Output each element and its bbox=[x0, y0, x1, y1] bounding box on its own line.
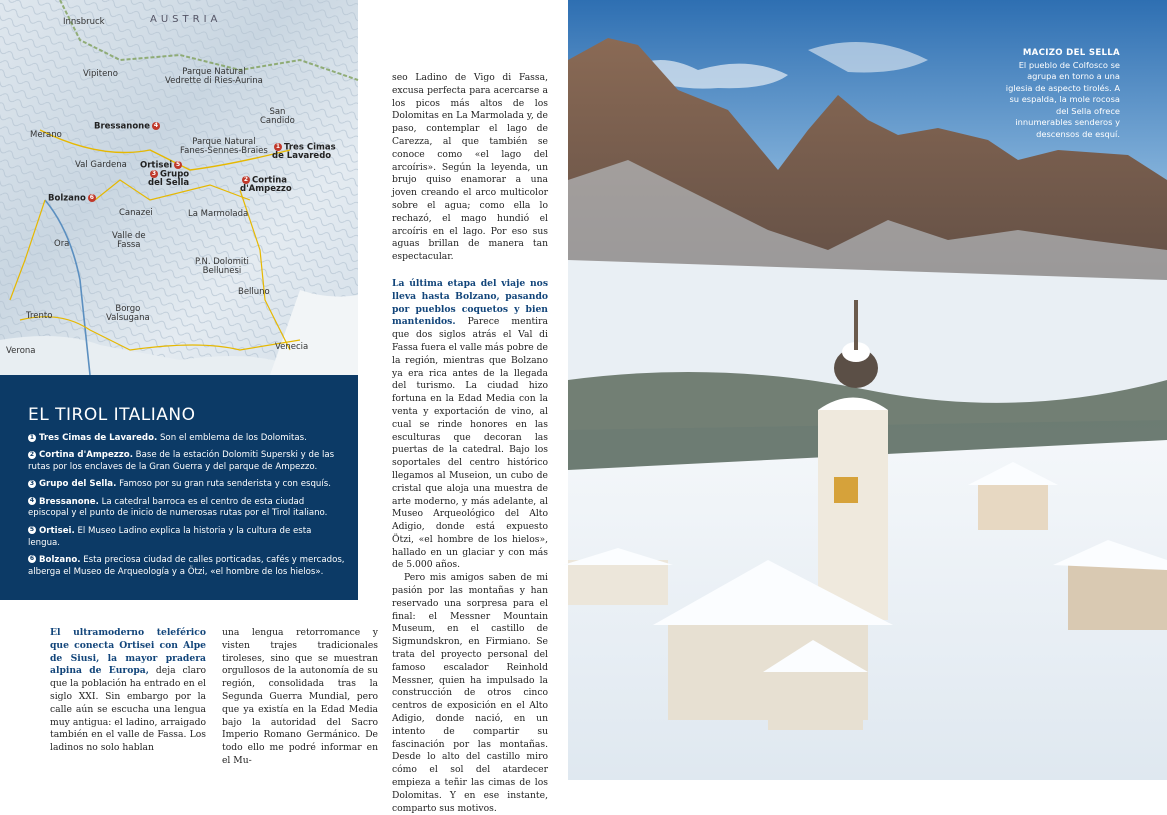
map-label-borgo: Borgo Valsugana bbox=[106, 304, 150, 323]
map-label-cortina: 2 Cortina d'Ampezzo bbox=[240, 175, 292, 195]
article-text: una lengua retorromance y visten trajes tradicionales tiroleses, sino que se muestran orgullosos de la autonomía de su región, consolidada tras la Segunda Guerra Mundial, pero que ya existía en la Edad Media bajo la autoridad del Sacro Imperio Romano Germánico. De todo ello me podré informar en el Mu- bbox=[222, 627, 378, 766]
map-label-ortisei: Ortisei 5 bbox=[140, 160, 181, 171]
sidebar-item-name: Cortina d'Ampezzo. bbox=[39, 450, 133, 461]
map-marker-bolzano: 6 bbox=[89, 194, 94, 201]
sidebar-item-number: 3 bbox=[29, 479, 35, 487]
sidebar-box bbox=[0, 375, 358, 600]
sidebar-item-name: Tres Cimas de Lavaredo. bbox=[39, 433, 158, 443]
article-text: Parece mentira que dos siglos atrás el Val di Fassa fuera el valle más pobre de la región, mientras que Bolzano ya era rica antes de la llegada del turismo. La ciudad hizo fortuna en la Edad Media con la venta y exportación de vino, al cual se rinde honores en las esculturas que decoran las puertas de la catedral. Bajo los soportales del centro histórico llegamos al Museion, un cubo de cristal que aloja una muestra de arte moderno, y más adelante, al Museo Arqueológico del Alto Adigio, donde está expuesto Ötzi, «el hombre de los hielos», hallado en un glaciar y con más de 5.000 años. bbox=[392, 316, 548, 571]
sidebar-list bbox=[28, 433, 346, 584]
map-label-belluno: Belluno bbox=[238, 287, 270, 297]
map-label-verona: Verona bbox=[6, 346, 36, 356]
map-label-vipiteno: Vipiteno bbox=[83, 69, 118, 79]
sidebar-item-number: 1 bbox=[29, 433, 35, 441]
photo-caption bbox=[1000, 48, 1120, 140]
sidebar-item bbox=[28, 555, 346, 579]
article-column-2 bbox=[222, 627, 378, 768]
sidebar-item-name: Grupo del Sella. bbox=[39, 479, 117, 490]
sidebar-item bbox=[28, 450, 346, 474]
map-label-country: AUSTRIA bbox=[150, 14, 222, 25]
map-label-bressanone: Bressanone 4 bbox=[94, 121, 159, 132]
map-label-ora: Ora bbox=[54, 239, 70, 249]
sidebar-item-name: Bressanone. bbox=[39, 496, 99, 507]
sidebar-item-text: Famoso por su gran ruta senderista y con esquís. bbox=[116, 479, 331, 490]
map-label-trento: Trento bbox=[26, 311, 53, 321]
map-label-tres-cimas: 1 Tres Cimas de Lavaredo bbox=[272, 142, 336, 162]
map-marker-bressanone: 4 bbox=[153, 122, 159, 129]
sidebar-item bbox=[28, 526, 346, 550]
map-label-grupo-sella: 3 Grupo del Sella bbox=[148, 169, 190, 189]
map-label-venecia: Venecia bbox=[275, 342, 309, 352]
sidebar-item-name: Bolzano. bbox=[39, 554, 81, 565]
article-text: deja claro que la población ha entrado en el siglo XXI. Sin embargo por la calle aún se escucha una lengua muy antigua: el ladino, arraigado también en el valle de Fassa. Los ladinos no solo hablan bbox=[50, 665, 206, 754]
caption-text: El pueblo de Colfosco se agrupa en torno a una iglesia de aspecto tirolés. A su espalda, la mole rocosa del Sella ofrece innumerables senderos y descensos de esquí. bbox=[1005, 59, 1120, 139]
sidebar-item bbox=[28, 479, 346, 491]
map-marker-tres-cimas: 1 bbox=[275, 143, 281, 150]
sidebar-item-name: Ortisei. bbox=[39, 525, 75, 536]
sidebar-item-text: La catedral barroca es el centro de esta ciudad episcopal y el punto de inicio de numerosas rutas por el Tirol italiano. bbox=[28, 496, 328, 519]
article-lead: El ultramoderno teleférico que conecta Ortisei con Alpe de Siusi, la mayor pradera alpina de Europa, bbox=[50, 627, 206, 677]
map-label-parque-fanes: Parque Natural Fanes-Sennes-Braies bbox=[180, 137, 268, 156]
sidebar-item-number: 2 bbox=[29, 450, 35, 458]
map-label-innsbruck: Innsbruck bbox=[63, 17, 105, 27]
sidebar-title: EL TIROL ITALIANO bbox=[28, 405, 196, 425]
map-label-marmolada: La Marmolada bbox=[188, 209, 249, 219]
left-page bbox=[0, 0, 568, 814]
sidebar-item-text: Son el emblema de los Dolomitas. bbox=[157, 433, 307, 443]
map-label-valle-fassa: Valle de Fassa bbox=[112, 231, 146, 250]
sidebar-item bbox=[28, 497, 346, 521]
region-map bbox=[0, 0, 358, 375]
caption-title: MACIZO DEL SELLA bbox=[1022, 48, 1120, 58]
map-label-merano: Merano bbox=[30, 130, 62, 140]
map-label-canazei: Canazei bbox=[119, 208, 153, 218]
article-paragraph: Pero mis amigos saben de mi pasión por las montañas y han reservado una sorpresa para el final: el Messner Mountain Museum, en el castillo de Sigmundskron, en Firmiano. Se trata del proyecto personal del famoso escalador Reinhold Messner, quien ha impulsado la construcción de otros cinco centros de exposición en el Alto Adigio, donde nació, en un intento de compartir su fascinación por las montañas. Desde lo alto del castillo miro cómo el sol del atardecer empieza a teñir las cimas de los Dolomitas. Y en ese instante, comparto sus motivos. bbox=[392, 572, 548, 814]
map-marker-grupo-sella: 3 bbox=[151, 170, 157, 177]
map-marker-ortisei: 5 bbox=[176, 161, 181, 168]
map-label-parque-ries: Parque Natural Vedrette di Ries-Aurina bbox=[165, 67, 263, 86]
map-label-bolzano: Bolzano 6 bbox=[48, 193, 94, 204]
map-label-val-gardena: Val Gardena bbox=[75, 160, 127, 170]
sidebar-item-number: 6 bbox=[29, 555, 35, 563]
article-paragraph: seo Ladino de Vigo di Fassa, excusa perfecta para acercarse a los picos más altos de los Dolomitas en La Marmolada y, de paso, contemplar el lago de Carezza, al que también se conoce como «el lago del arcoíris». Según la leyenda, un brujo quiso enamorar a una joven creando el arco multicolor sobre el agua; como ella lo rechazó, el mago hundió el arcoíris en el lago. Por eso sus aguas brillan de manera tan espectacular. bbox=[392, 72, 548, 263]
map-marker-cortina: 2 bbox=[243, 176, 249, 183]
map-label-san-candido: San Candido bbox=[260, 107, 295, 126]
map-label-pn-dolomiti: P.N. Dolomiti Bellunesi bbox=[195, 257, 249, 276]
sidebar-item-text: Esta preciosa ciudad de calles porticadas, cafés y mercados, alberga el Museo de Arqueología y a Ötzi, «el hombre de los hielos». bbox=[28, 554, 345, 577]
article-column-1 bbox=[50, 627, 206, 755]
sidebar-item bbox=[28, 433, 346, 445]
sidebar-item-number: 5 bbox=[29, 526, 35, 534]
sidebar-item-number: 4 bbox=[29, 497, 35, 505]
sidebar-item-text: El Museo Ladino explica la historia y la cultura de esta lengua. bbox=[28, 525, 312, 548]
photo-page bbox=[568, 0, 1167, 780]
article-column-3 bbox=[392, 72, 548, 815]
article-lead: La última etapa del viaje nos lleva hasta Bolzano, pasando por pueblos coquetos y bien mantenidos. bbox=[392, 277, 548, 328]
sidebar-item-text: Base de la estación Dolomiti Superski y de las rutas por los enclaves de la Gran Guerra y del parque de Ampezzo. bbox=[28, 450, 335, 473]
